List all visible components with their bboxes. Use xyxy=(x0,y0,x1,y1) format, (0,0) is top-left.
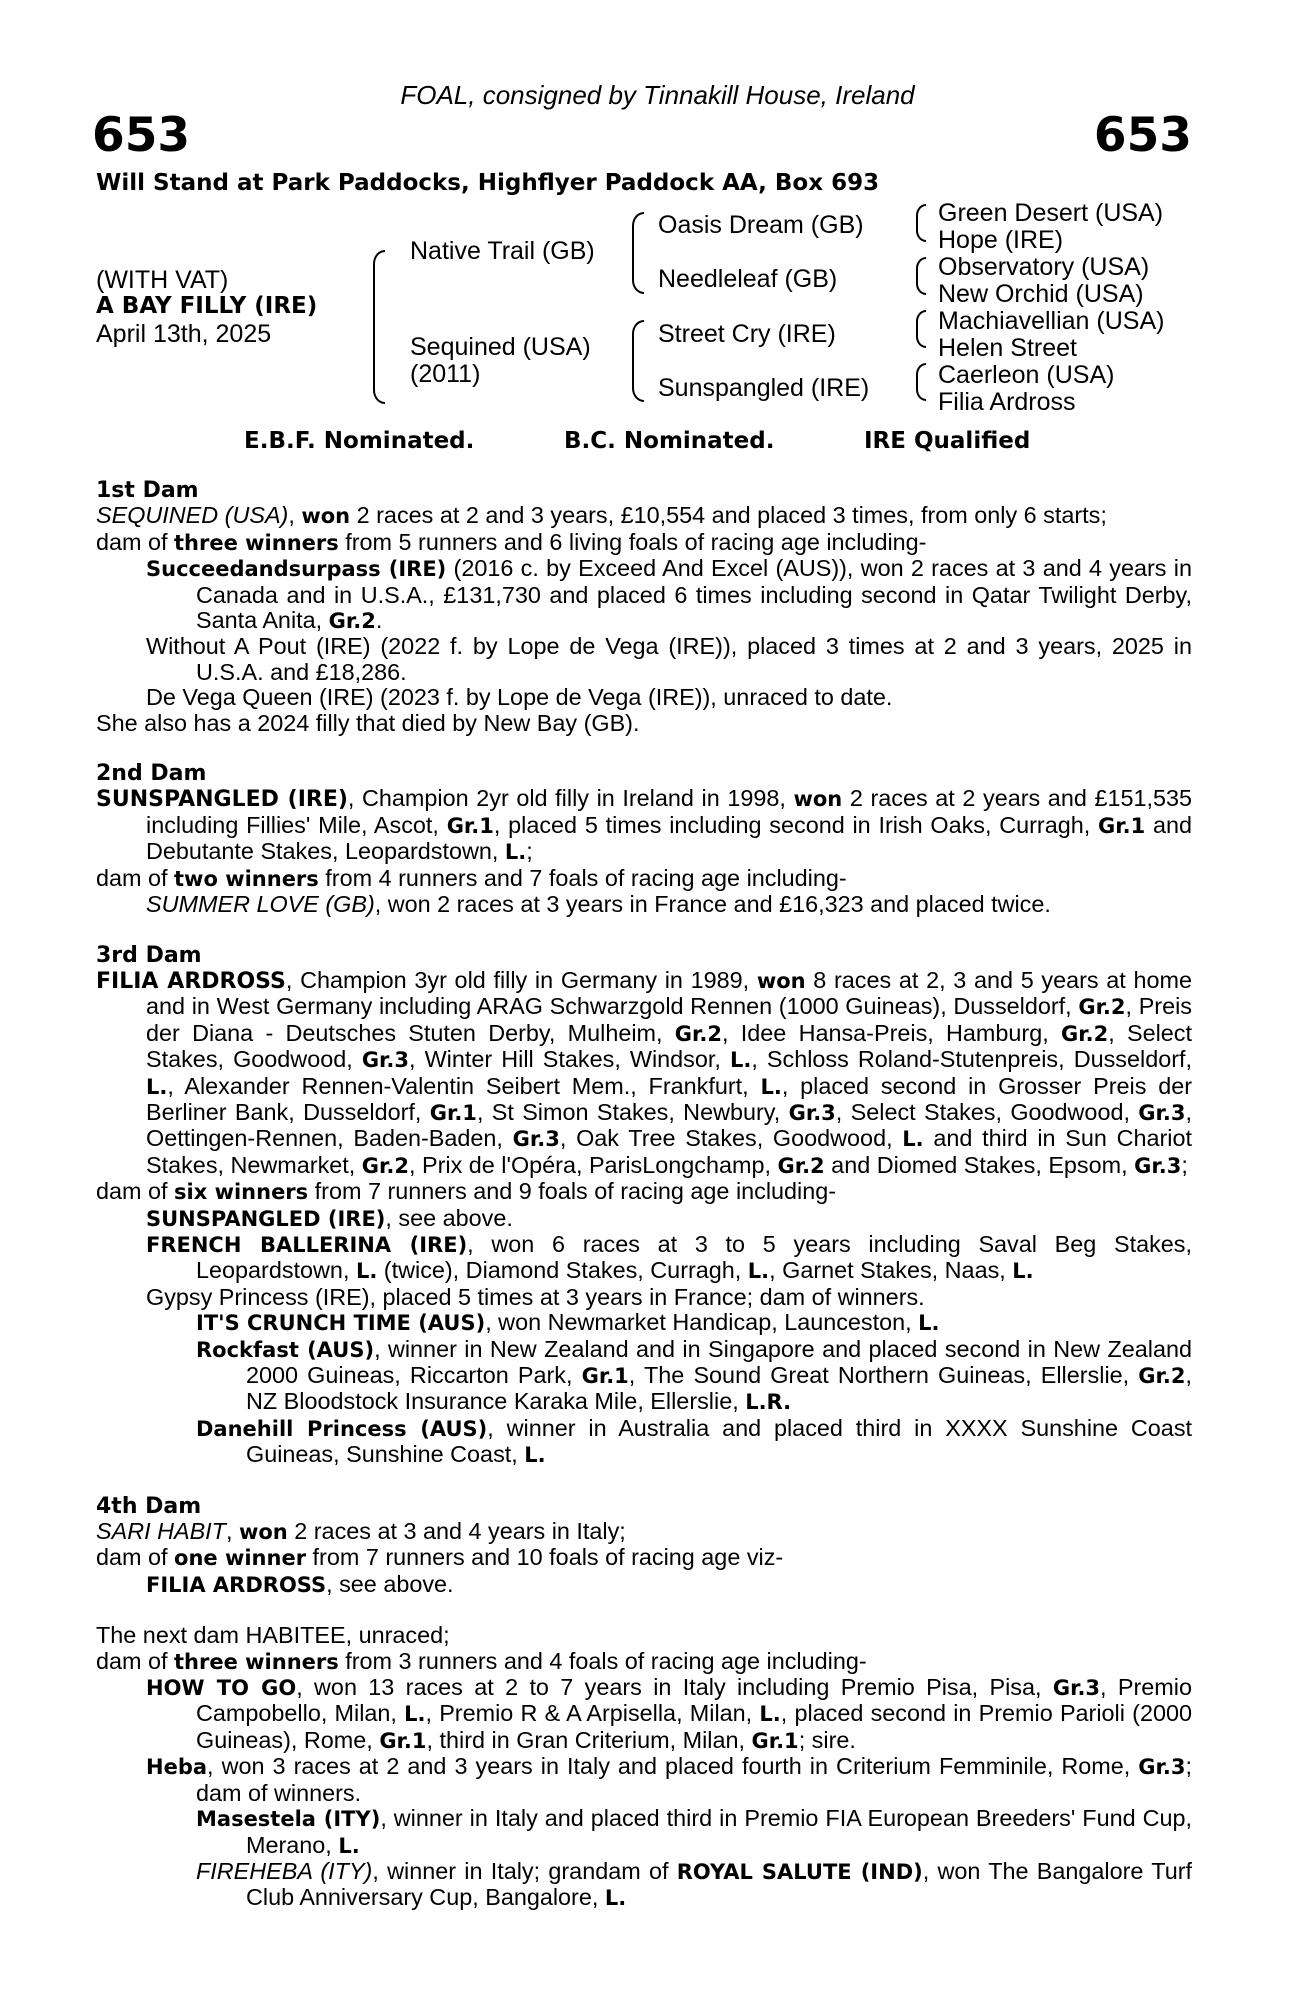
next-dam-grandprogeny-2 xyxy=(196,1859,1192,1912)
text: , placed second in Premio Parioli (2000 Guineas), Rome, xyxy=(196,1700,1192,1753)
grade: Gr.3 xyxy=(512,1127,560,1152)
grade: Gr.3 xyxy=(1138,1100,1186,1125)
first-dam-progeny-1 xyxy=(146,556,1192,634)
pedigree-g3-dds: Caerleon (USA) xyxy=(938,361,1115,389)
text: , Champion 2yr old filly in Ireland in 1998, xyxy=(347,785,794,812)
grade: L.R. xyxy=(745,1390,792,1415)
text: , see above. xyxy=(385,1204,513,1231)
text: , won 3 races at 2 and 3 years in Italy and placed fourth in Criterium Femminile, Rome, xyxy=(207,1753,1139,1780)
text: ; xyxy=(526,838,533,865)
spacer xyxy=(96,736,1192,761)
text: 2 races at 3 and 4 years in Italy; xyxy=(287,1518,626,1545)
brace-g3-2 xyxy=(916,257,926,295)
next-dam-produce xyxy=(96,1649,1192,1675)
text: (twice), Diamond Stakes, Curragh, xyxy=(377,1257,748,1284)
lot-number-left: 653 xyxy=(92,108,191,163)
grade: Gr.3 xyxy=(788,1100,836,1125)
progeny-name: SUMMER LOVE (GB) xyxy=(146,891,375,918)
grade: Gr.2 xyxy=(777,1153,825,1178)
text: ; sire. xyxy=(798,1726,856,1753)
text: , placed second in Grosser Preis der Berliner Bank, Dusseldorf, xyxy=(146,1072,1193,1125)
grade: Gr.1 xyxy=(581,1364,629,1388)
grade: Gr.2 xyxy=(1078,995,1126,1020)
text: , The Sound Great Northern Guineas, Ellerslie, xyxy=(628,1362,1139,1388)
grade: Gr.1 xyxy=(429,1100,477,1125)
pedigree-g3-sdd: New Orchid (USA) xyxy=(938,280,1144,308)
grade: L. xyxy=(729,1048,752,1073)
third-dam-name: FILIA ARDROSS xyxy=(96,968,286,994)
text: , St Simon Stakes, Newbury, xyxy=(476,1098,789,1125)
grade: Gr.3 xyxy=(1134,1153,1182,1178)
text: , winner in Italy and placed third in Premio FIA European Breeders' Fund Cup, Merano, xyxy=(246,1805,1193,1858)
text: , Idee Hansa-Preis, Hamburg, xyxy=(722,1019,1061,1046)
progeny-name: HOW TO GO xyxy=(146,1676,297,1701)
text: , NZ Bloodstock Insurance Karaka Mile, Ellerslie, xyxy=(246,1362,1192,1415)
third-dam-progeny-1 xyxy=(146,1206,1192,1232)
winners-count: six winners xyxy=(174,1180,309,1205)
pedigree-dam: Sequined (USA) xyxy=(410,333,591,361)
text: 2 races at 2 and 3 years, £10,554 and placed 3 times, from only 6 starts; xyxy=(350,502,1107,529)
ire-qualification: IRE Qualified xyxy=(864,428,1031,454)
grade: Gr.1 xyxy=(379,1728,427,1753)
text: , Champion 3yr old filly in Germany in 1989, xyxy=(285,966,757,993)
grade: L. xyxy=(760,1074,782,1099)
text: from 4 runners and 7 foals of racing age including- xyxy=(318,864,847,891)
progeny-name: FIREHEBA (ITY) xyxy=(196,1857,373,1884)
bc-nomination: B.C. Nominated. xyxy=(564,428,775,454)
text: from 3 runners and 4 foals of racing age including- xyxy=(338,1647,867,1674)
won-word: won xyxy=(756,968,806,993)
progeny-name: ROYAL SALUTE (IND) xyxy=(676,1859,923,1884)
fourth-dam-heading: 4th Dam xyxy=(96,1493,202,1519)
second-dam-progeny-1 xyxy=(146,892,1192,917)
next-dam-progeny-2 xyxy=(146,1754,1192,1806)
foaling-date: April 13th, 2025 xyxy=(96,320,272,348)
text: and third in Sun Chariot Stakes, Newmarket, xyxy=(146,1125,1192,1178)
horse-name: A BAY FILLY (IRE) xyxy=(96,293,318,319)
pedigree-g3-dss: Machiavellian (USA) xyxy=(938,307,1165,335)
third-dam-summary xyxy=(96,968,1192,1179)
pedigree-g3-dsd: Helen Street xyxy=(938,334,1077,362)
grade: Gr.2 xyxy=(361,1153,409,1178)
brace-g3-4 xyxy=(916,363,926,401)
pedigree-g3-sds: Observatory (USA) xyxy=(938,253,1150,281)
next-dam-progeny-1 xyxy=(146,1675,1192,1754)
ebf-nomination: E.B.F. Nominated. xyxy=(244,428,475,454)
grade: Gr.1 xyxy=(446,813,494,838)
progeny-name: FILIA ARDROSS xyxy=(146,1572,327,1597)
fourth-dam-name: SARI HABIT xyxy=(96,1518,226,1545)
second-dam-heading: 2nd Dam xyxy=(96,761,207,787)
second-dam-name: SUNSPANGLED (IRE) xyxy=(96,787,348,813)
pedigree-g3-ssd: Hope (IRE) xyxy=(938,226,1064,254)
progeny-name: Rockfast (AUS) xyxy=(196,1337,375,1362)
spacer xyxy=(96,1598,1192,1623)
pedigree-brace-dam xyxy=(632,320,644,402)
third-dam-grandprogeny-2 xyxy=(196,1337,1192,1416)
grade: L. xyxy=(355,1259,378,1284)
text: dam of xyxy=(96,1178,175,1205)
next-dam-line: The next dam HABITEE, unraced; xyxy=(96,1622,450,1649)
text: , Garnet Stakes, Naas, xyxy=(769,1257,1013,1284)
grade: Gr.2 xyxy=(1061,1021,1109,1046)
third-dam-heading: 3rd Dam xyxy=(96,942,202,968)
fourth-dam-summary: SARI HABIT, won 2 races at 3 and 4 years in Italy; xyxy=(96,1518,626,1545)
progeny-name: FRENCH BALLERINA (IRE) xyxy=(146,1232,468,1257)
vat-label: (WITH VAT) xyxy=(96,266,229,294)
second-dam-produce xyxy=(96,866,1192,892)
grade: Gr.1 xyxy=(751,1728,799,1753)
won-word: won xyxy=(238,1520,288,1545)
text: , Oettingen-Rennen, Baden-Baden, xyxy=(146,1098,1192,1152)
third-dam-produce xyxy=(96,1179,1192,1205)
text: , winner in New Zealand and in Singapore and placed second in New Zealand 2000 Guineas, Riccarton Park, xyxy=(246,1335,1192,1388)
text: , won Newmarket Handicap, Launceston, xyxy=(485,1309,919,1336)
grade: L. xyxy=(918,1311,940,1336)
lot-number-right: 653 xyxy=(1093,108,1192,163)
winners-count: three winners xyxy=(174,530,339,555)
grade: Gr.3 xyxy=(1052,1676,1101,1701)
pedigree-sire: Native Trail (GB) xyxy=(410,237,595,265)
text: , Oak Tree Stakes, Goodwood, xyxy=(559,1125,903,1152)
text: dam of xyxy=(96,864,175,891)
text: ; xyxy=(1181,1151,1188,1178)
pedigree-brace-main xyxy=(373,250,385,404)
text: , see above. xyxy=(326,1570,454,1597)
text: , won 13 races at 2 to 7 years in Italy including Premio Pisa, Pisa, xyxy=(296,1674,1053,1701)
first-dam-progeny-3: De Vega Queen (IRE) (2023 f. by Lope de Vega (IRE)), unraced to date. xyxy=(146,684,893,711)
won-word: won xyxy=(793,787,843,812)
grade: Gr.2 xyxy=(1138,1364,1186,1388)
grade: L. xyxy=(902,1127,924,1152)
catalogue-body xyxy=(96,478,1192,1912)
text: from 7 runners and 10 foals of racing age viz- xyxy=(306,1544,784,1571)
text: , Preis der Diana - Deutsches Stuten Derby, Mulheim, xyxy=(146,993,1192,1046)
third-dam-progeny-3: Gypsy Princess (IRE), placed 5 times at 3 years in France; dam of winners. xyxy=(146,1283,925,1310)
grade: L. xyxy=(759,1702,781,1727)
grade: L. xyxy=(146,1074,168,1099)
grade: Gr.2 xyxy=(328,609,376,634)
stand-location: Will Stand at Park Paddocks, Highflyer Paddock AA, Box 693 xyxy=(96,170,880,196)
grade: L. xyxy=(604,1886,627,1911)
grade: L. xyxy=(524,1443,546,1468)
text: , won 2 races at 3 years in France and £16,323 and placed twice. xyxy=(374,891,1051,918)
text: , Select Stakes, Goodwood, xyxy=(835,1098,1139,1125)
grade: Gr.1 xyxy=(1098,813,1146,838)
winners-count: three winners xyxy=(174,1649,339,1674)
text: from 7 runners and 9 foals of racing age including- xyxy=(308,1178,837,1205)
text: ; dam of winners. xyxy=(196,1753,1192,1806)
progeny-name: Succeedandsurpass (IRE) xyxy=(146,557,447,582)
grade: L. xyxy=(338,1833,360,1858)
grade: Gr.2 xyxy=(674,1021,722,1046)
third-dam-grandprogeny-3 xyxy=(196,1416,1192,1469)
first-dam-heading: 1st Dam xyxy=(96,478,199,503)
grade: L. xyxy=(404,1702,426,1727)
pedigree-dam-sire: Street Cry (IRE) xyxy=(658,320,836,348)
progeny-name: IT'S CRUNCH TIME (AUS) xyxy=(196,1311,486,1336)
text: from 5 runners and 6 living foals of racing age including- xyxy=(338,528,927,555)
third-dam-progeny-2 xyxy=(146,1232,1192,1285)
text: . xyxy=(375,607,383,634)
pedigree-dam-year: (2011) xyxy=(410,360,481,388)
consignment-line: FOAL, consigned by Tinnakill House, Ireland xyxy=(400,80,915,110)
text: , won The Bangalore Turf Club Anniversary Cup, Bangalore, xyxy=(246,1857,1192,1911)
grade: Gr.3 xyxy=(1138,1755,1186,1780)
text: 2 races at 2 years and £151,535 including Fillies' Mile, Ascot, xyxy=(146,785,1193,838)
text: , Select Stakes, Goodwood, xyxy=(146,1019,1192,1073)
text: (2016 c. by Exceed And Excel (AUS)), won 2 races at 3 and 4 years in Canada and in U.S.A., £131,730 and placed 6 times including second in Qatar Twilight Derby, Santa Anita, xyxy=(196,555,1192,634)
text: and Diomed Stakes, Epsom, xyxy=(824,1151,1135,1178)
grade: L. xyxy=(504,840,527,865)
first-dam-name: SEQUINED (USA) xyxy=(96,502,289,529)
text: , Premio Campobello, Milan, xyxy=(196,1674,1192,1727)
spacer xyxy=(96,918,1192,943)
text: , Winter Hill Stakes, Windsor, xyxy=(409,1046,730,1073)
fourth-dam-progeny-1 xyxy=(146,1572,1192,1598)
first-dam-note: She also has a 2024 filly that died by New Bay (GB). xyxy=(96,709,640,736)
winners-count: two winners xyxy=(174,866,319,891)
third-dam-grandprogeny-1 xyxy=(196,1310,1192,1336)
progeny-name: Masestela (ITY) xyxy=(196,1807,381,1832)
pedigree-brace-sire xyxy=(632,212,644,294)
progeny-name: Heba xyxy=(146,1755,208,1780)
text: , Alexander Rennen-Valentin Seibert Mem., Frankfurt, xyxy=(167,1072,761,1099)
won-word: won xyxy=(301,504,351,529)
text: dam of xyxy=(96,528,175,555)
text: , third in Gran Criterium, Milan, xyxy=(426,1726,752,1753)
text: dam of xyxy=(96,1647,175,1674)
pedigree-g3-sss: Green Desert (USA) xyxy=(938,199,1164,227)
text: and Debutante Stakes, Leopardstown, xyxy=(146,811,1192,865)
text: , placed 5 times including second in Irish Oaks, Curragh, xyxy=(493,811,1098,838)
first-dam-summary: SEQUINED (USA), won 2 races at 2 and 3 years, £10,554 and placed 3 times, from only 6 starts; xyxy=(96,502,1107,529)
text: 8 races at 2, 3 and 5 years at home and in West Germany including ARAG Schwarzgold Rennen (1000 Guineas), Dusseldorf, xyxy=(146,966,1192,1020)
next-dam-grandprogeny-1 xyxy=(196,1806,1192,1859)
pedigree-g3-ddd: Filia Ardross xyxy=(938,388,1076,416)
grade: L. xyxy=(1012,1259,1034,1284)
fourth-dam-produce xyxy=(96,1545,1192,1571)
text: , winner in Italy; grandam of xyxy=(372,1857,677,1884)
brace-g3-1 xyxy=(916,204,926,242)
winners-count: one winner xyxy=(174,1546,307,1571)
grade: L. xyxy=(747,1259,770,1284)
pedigree-sire-dam: Needleleaf (GB) xyxy=(658,265,838,293)
first-dam-progeny-2: Without A Pout (IRE) (2022 f. by Lope de Vega (IRE)), placed 3 times at 2 and 3 years, 2025 in U.S.A. and £18,286. xyxy=(146,633,1192,685)
progeny-name: SUNSPANGLED (IRE) xyxy=(146,1206,386,1231)
first-dam-produce xyxy=(96,530,1192,556)
text: , Prix de l'Opéra, ParisLongchamp, xyxy=(408,1151,778,1178)
text: dam of xyxy=(96,1544,175,1571)
text: , Schloss Roland-Stutenpreis, Dusseldorf, xyxy=(751,1046,1192,1073)
grade: Gr.3 xyxy=(361,1048,410,1073)
progeny-name: Danehill Princess (AUS) xyxy=(196,1416,488,1441)
text: , winner in Australia and placed third in XXXX Sunshine Coast Guineas, Sunshine Coast, xyxy=(246,1414,1193,1468)
pedigree-sire-sire: Oasis Dream (GB) xyxy=(658,211,864,239)
spacer xyxy=(96,1469,1192,1494)
text: , Premio R & A Arpisella, Milan, xyxy=(425,1700,760,1727)
text: , won 6 races at 3 to 5 years including Saval Beg Stakes, Leopardstown, xyxy=(196,1230,1192,1284)
pedigree-dam-dam: Sunspangled (IRE) xyxy=(658,374,870,402)
brace-g3-3 xyxy=(916,310,926,348)
second-dam-summary xyxy=(96,786,1192,865)
